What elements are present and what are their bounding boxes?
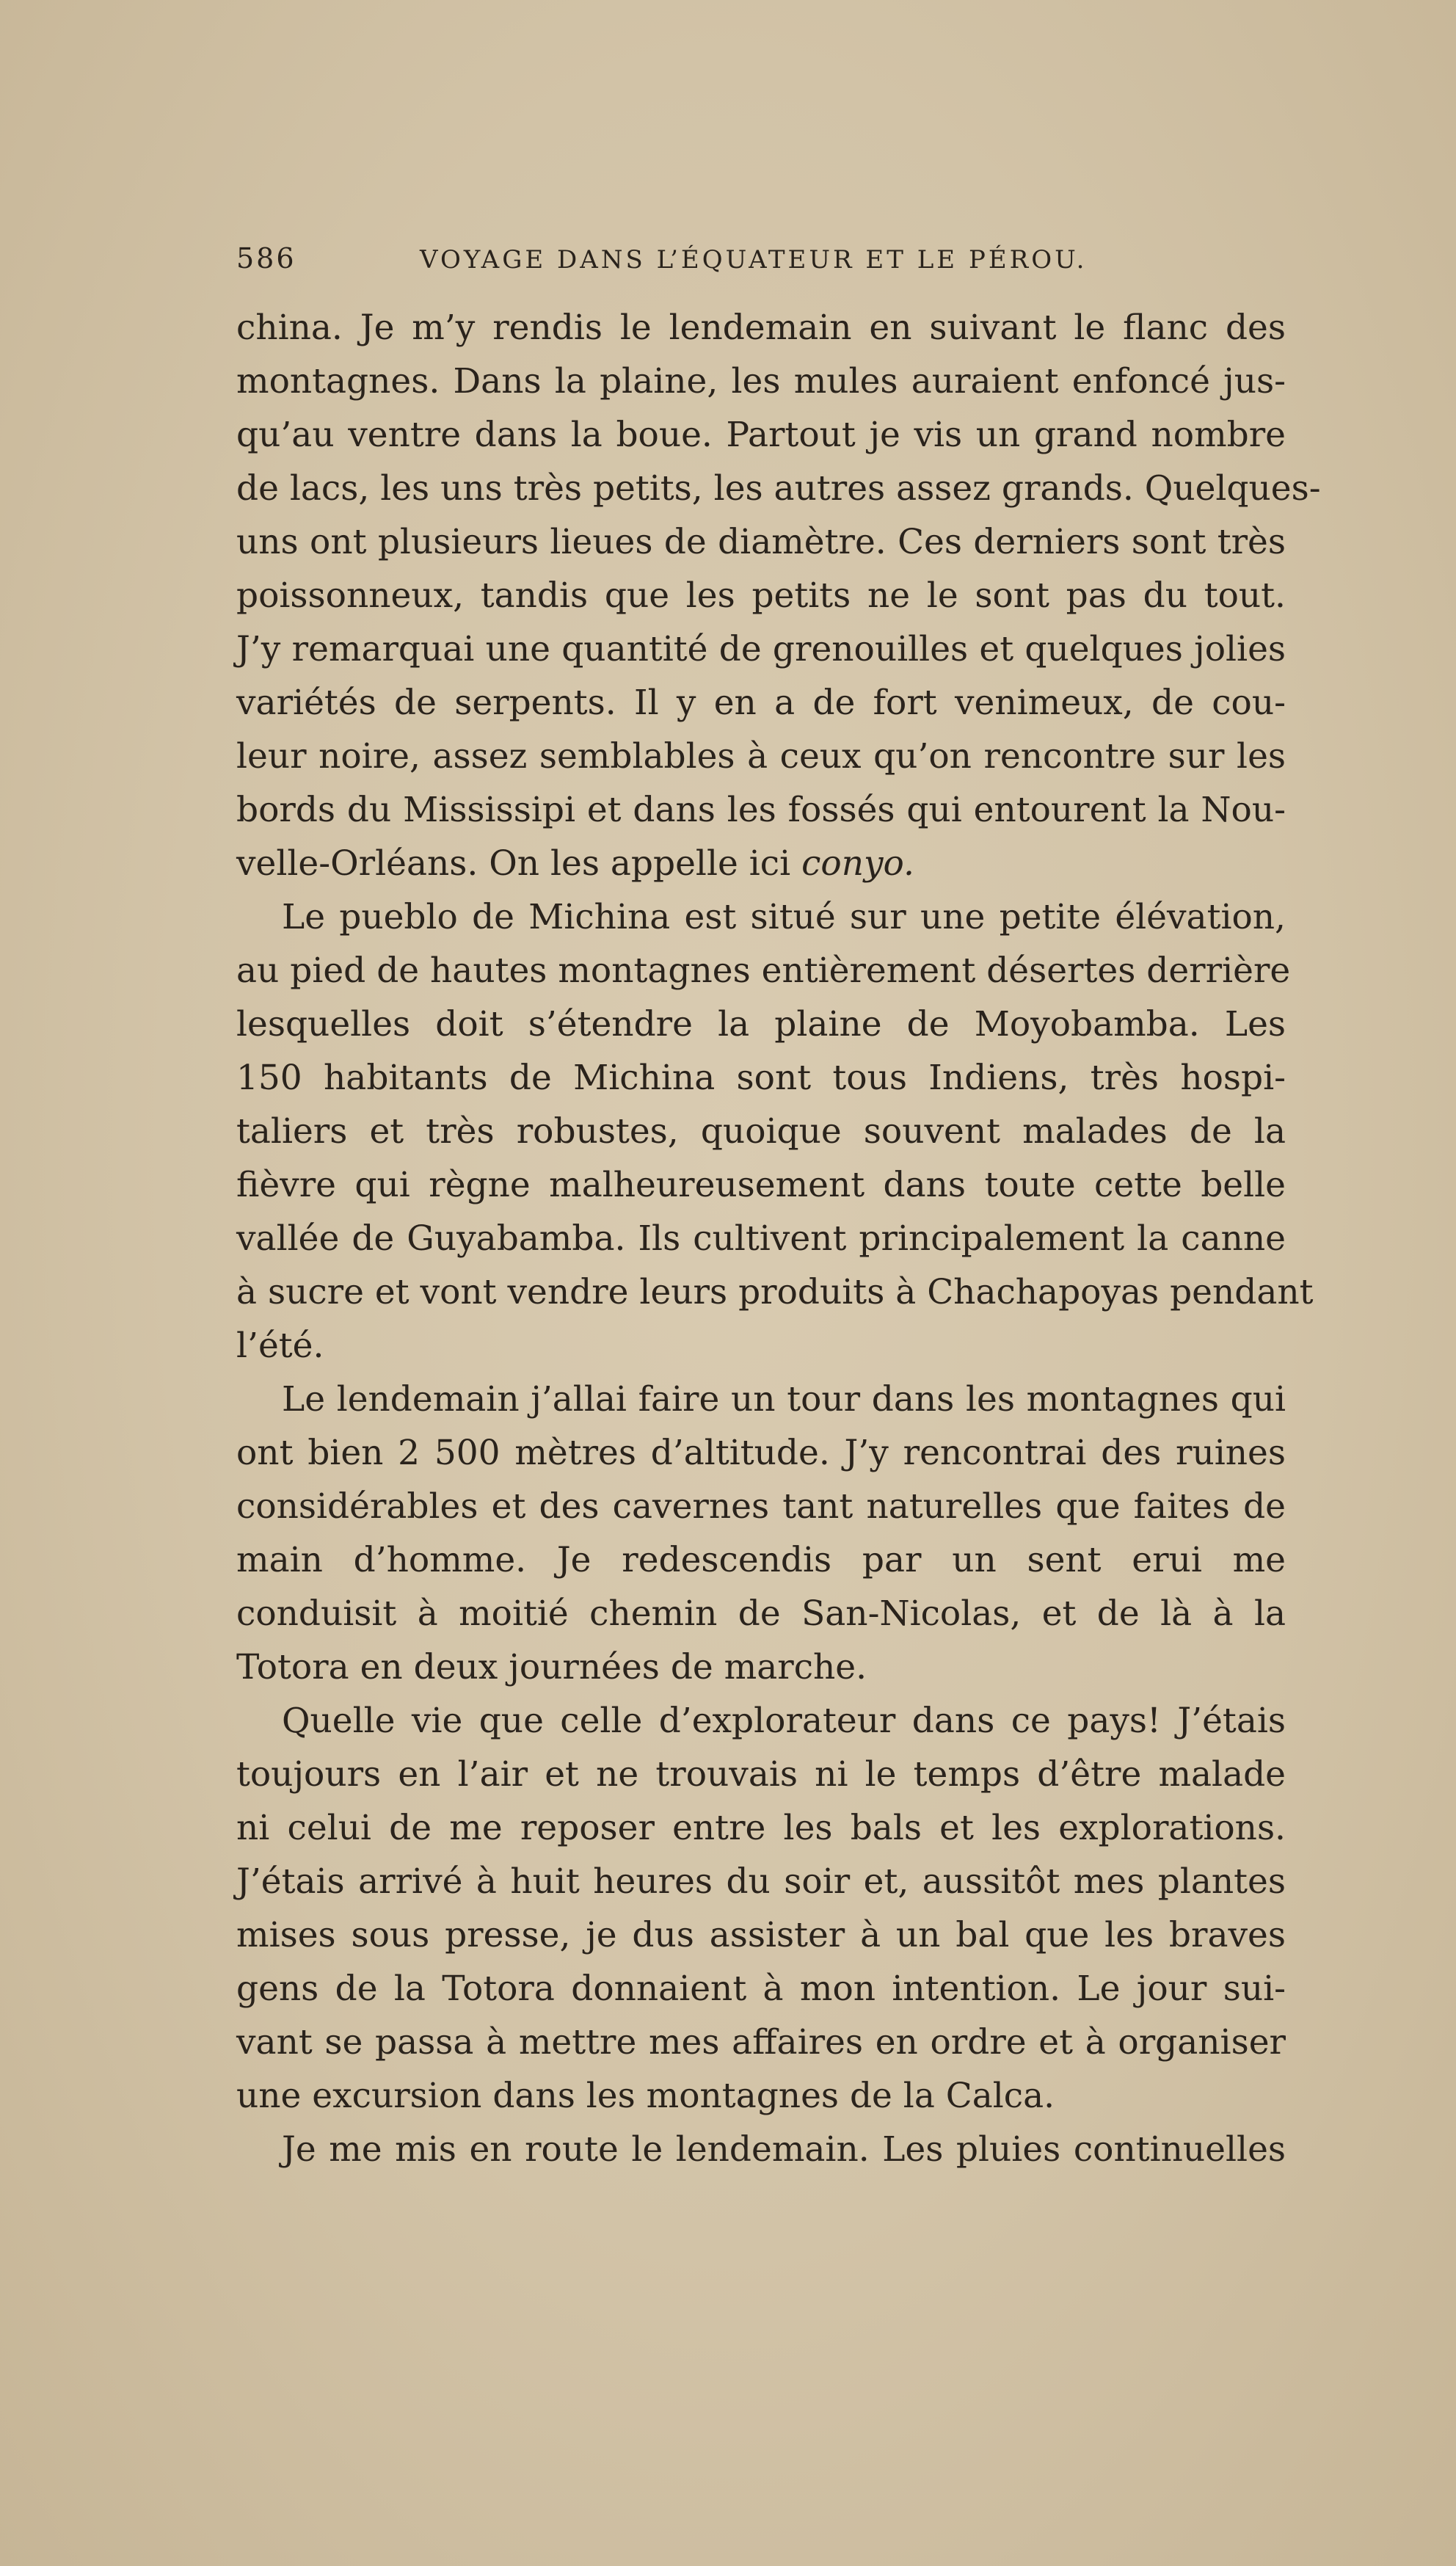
text-line: Le pueblo de Michina est situé sur une petite élévation, bbox=[282, 897, 1286, 937]
text-line: taliers et très robustes, quoique souvent malades de la bbox=[236, 1111, 1286, 1152]
paragraph bbox=[236, 2123, 1286, 2176]
text-line: montagnes. Dans la plaine, les mules auraient enfoncé jus- bbox=[236, 361, 1286, 401]
text-line-last: l’été. bbox=[236, 1326, 324, 1366]
page-number: 586 bbox=[236, 242, 296, 275]
text-run: velle-Orléans. On les appelle ici bbox=[236, 843, 791, 884]
text-line: à sucre et vont vendre leurs produits à Chachapoyas pendant bbox=[236, 1272, 1314, 1312]
text-line-last bbox=[236, 837, 1286, 890]
text-line: Je me mis en route le lendemain. Les pluies continuelles bbox=[282, 2129, 1286, 2170]
paragraph bbox=[236, 1694, 1286, 2123]
text-line: vant se passa à mettre mes affaires en ordre et à organiser bbox=[236, 2022, 1286, 2062]
text-line: toujours en l’air et ne trouvais ni le temps d’être malade bbox=[236, 1754, 1286, 1795]
text-line: main d’homme. Je redescendis par un sent erui me bbox=[236, 1540, 1286, 1580]
running-head bbox=[236, 242, 1286, 286]
text-line: Quelle vie que celle d’explorateur dans ce pays! J’étais bbox=[282, 1701, 1286, 1741]
running-title: VOYAGE DANS L’ÉQUATEUR ET LE PÉROU. bbox=[420, 245, 1088, 275]
paragraph bbox=[236, 1373, 1286, 1694]
text-line-last: Totora en deux journées de marche. bbox=[236, 1647, 867, 1687]
text-line: vallée de Guyabamba. Ils cultivent principalement la canne bbox=[236, 1218, 1286, 1259]
text-line: lesquelles doit s’étendre la plaine de Moyobamba. Les bbox=[236, 1004, 1286, 1044]
text-line: au pied de hautes montagnes entièrement désertes derrière bbox=[236, 951, 1291, 991]
text-line: 150 habitants de Michina sont tous Indiens, très hospi- bbox=[236, 1058, 1286, 1098]
text-line: leur noire, assez semblables à ceux qu’on rencontre sur les bbox=[236, 736, 1286, 777]
text-line: ont bien 2 500 mètres d’altitude. J’y rencontrai des ruines bbox=[236, 1433, 1286, 1473]
text-line: ni celui de me reposer entre les bals et les explorations. bbox=[236, 1808, 1286, 1848]
text-line: variétés de serpents. Il y en a de fort venimeux, de cou- bbox=[236, 683, 1286, 723]
italic-term: conyo. bbox=[801, 843, 914, 884]
text-line: uns ont plusieurs lieues de diamètre. Ces derniers sont très bbox=[236, 522, 1286, 562]
text-line: J’étais arrivé à huit heures du soir et, aussitôt mes plantes bbox=[236, 1861, 1286, 1902]
text-line: considérables et des cavernes tant naturelles que faites de bbox=[236, 1486, 1286, 1527]
body-text bbox=[236, 301, 1321, 2176]
text-line: mises sous presse, je dus assister à un bal que les braves bbox=[236, 1915, 1286, 1955]
text-line: qu’au ventre dans la boue. Partout je vis un grand nombre bbox=[236, 415, 1286, 455]
text-line: gens de la Totora donnaient à mon intention. Le jour sui- bbox=[236, 1969, 1286, 2009]
text-line-last: une excursion dans les montagnes de la Calca. bbox=[236, 2076, 1055, 2116]
text-line: poissonneux, tandis que les petits ne le sont pas du tout. bbox=[236, 575, 1286, 616]
text-line: de lacs, les uns très petits, les autres assez grands. Quelques- bbox=[236, 468, 1321, 509]
text-line: bords du Mississipi et dans les fossés qui entourent la Nou- bbox=[236, 790, 1286, 830]
text-line: fièvre qui règne malheureusement dans toute cette belle bbox=[236, 1165, 1286, 1205]
text-line: J’y remarquai une quantité de grenouilles et quelques jolies bbox=[236, 629, 1286, 669]
text-line: conduisit à moitié chemin de San-Nicolas, et de là à la bbox=[236, 1593, 1286, 1634]
text-line: china. Je m’y rendis le lendemain en suivant le flanc des bbox=[236, 308, 1286, 348]
text-line: Le lendemain j’allai faire un tour dans les montagnes qui bbox=[282, 1379, 1286, 1420]
paragraph bbox=[236, 301, 1321, 890]
paragraph bbox=[236, 890, 1314, 1373]
